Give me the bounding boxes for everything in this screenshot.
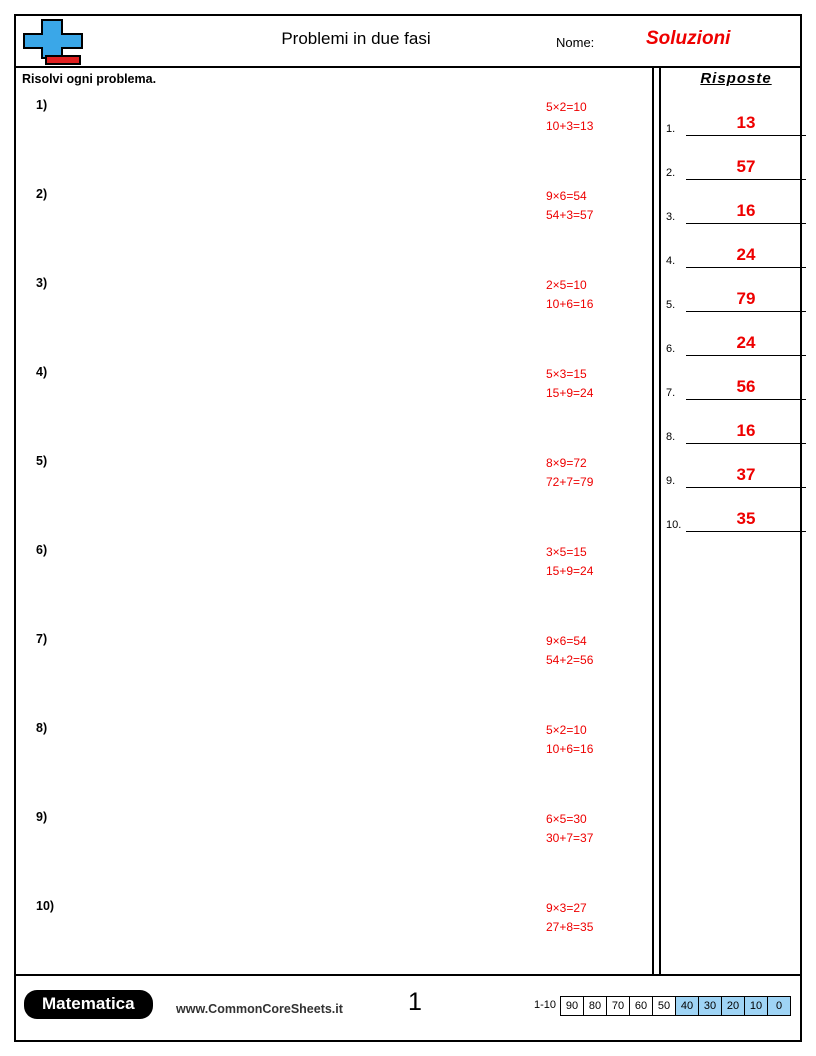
problem-work [546,276,593,314]
work-line-1: 9×6=54 [546,189,587,203]
work-line-2: 72+7=79 [546,475,594,489]
scale-cell: 70 [606,996,629,1016]
problem-label: 6) [36,543,48,557]
problem-label: 10) [36,899,55,913]
answer-row [666,180,806,224]
problem-work [546,810,593,848]
work-line-1: 5×2=10 [546,723,587,737]
answer-row [666,268,806,312]
answer-number: 3. [666,211,676,223]
answer-value: 24 [736,245,756,264]
grading-scale [534,996,791,1016]
answer-column-divider-2 [659,68,661,976]
solutions-badge: Soluzioni [646,28,731,49]
scale-cell: 10 [744,996,767,1016]
problem-work [546,721,593,759]
work-line-2: 10+6=16 [546,297,594,311]
answer-number: 5. [666,299,676,311]
work-line-1: 9×3=27 [546,901,587,915]
problem-label: 2) [36,187,48,201]
answer-value: 13 [736,113,756,132]
work-line-1: 5×2=10 [546,100,587,114]
instruction-text: Risolvi ogni problema. [22,72,157,86]
scale-cell: 40 [675,996,698,1016]
work-line-1: 2×5=10 [546,278,587,292]
work-line-1: 9×6=54 [546,634,587,648]
problem-work [546,365,593,403]
page-title: Problemi in due fasi [281,29,431,48]
answer-number: 2. [666,167,676,179]
scale-cell: 90 [560,996,583,1016]
subject-badge: Matematica [24,990,153,1019]
problem-label: 5) [36,454,48,468]
answer-line [686,531,806,532]
answer-row [666,92,806,136]
work-line-2: 15+9=24 [546,564,594,578]
answer-row [666,224,806,268]
work-line-1: 3×5=15 [546,545,587,559]
answer-number: 10. [666,519,682,531]
problem-work [546,899,593,937]
answer-value: 56 [736,377,756,396]
problem-work [546,543,593,581]
answer-value: 79 [736,289,756,308]
answer-number: 1. [666,123,676,135]
answer-row [666,488,806,532]
work-line-2: 10+6=16 [546,742,594,756]
answer-row [666,444,806,488]
scale-cell: 80 [583,996,606,1016]
worksheet-page [14,14,802,1042]
problem-label: 9) [36,810,48,824]
answer-row [666,136,806,180]
scale-cell: 20 [721,996,744,1016]
answer-number: 9. [666,475,676,487]
name-label: Nome: [556,35,595,50]
page-number: 1 [408,988,422,1016]
work-line-2: 10+3=13 [546,119,594,133]
answer-value: 37 [736,465,756,484]
work-line-2: 54+2=56 [546,653,594,667]
problem-work [546,454,593,492]
answer-value: 16 [736,201,756,220]
work-line-1: 6×5=30 [546,812,587,826]
problem-label: 7) [36,632,48,646]
plus-cross-icon [16,16,98,66]
scale-cell: 60 [629,996,652,1016]
problem-work [546,98,593,136]
worksheet-footer [16,974,800,1040]
answer-row [666,400,806,444]
work-line-1: 5×3=15 [546,367,587,381]
scale-cell: 0 [767,996,791,1016]
answer-number: 8. [666,431,676,443]
answer-value: 24 [736,333,756,352]
work-line-1: 8×9=72 [546,456,587,470]
answer-value: 57 [736,157,756,176]
answer-row [666,312,806,356]
work-line-2: 54+3=57 [546,208,594,222]
answer-value: 16 [736,421,756,440]
problem-label: 8) [36,721,48,735]
problem-label: 4) [36,365,48,379]
answer-row [666,356,806,400]
problem-label: 1) [36,98,48,112]
scale-cell: 30 [698,996,721,1016]
site-url: www.CommonCoreSheets.it [176,1002,343,1016]
answer-column-divider [652,68,654,976]
worksheet-header [16,16,800,68]
problem-label: 3) [36,276,48,290]
work-line-2: 27+8=35 [546,920,594,934]
answer-number: 4. [666,255,676,267]
answer-number: 6. [666,343,676,355]
scale-cell: 50 [652,996,675,1016]
problem-work [546,187,593,225]
work-line-2: 15+9=24 [546,386,594,400]
work-line-2: 30+7=37 [546,831,594,845]
answers-title: Risposte [700,70,772,87]
scale-range-label: 1-10 [534,999,557,1011]
answer-number: 7. [666,387,676,399]
answer-value: 35 [736,509,756,528]
problem-work [546,632,593,670]
